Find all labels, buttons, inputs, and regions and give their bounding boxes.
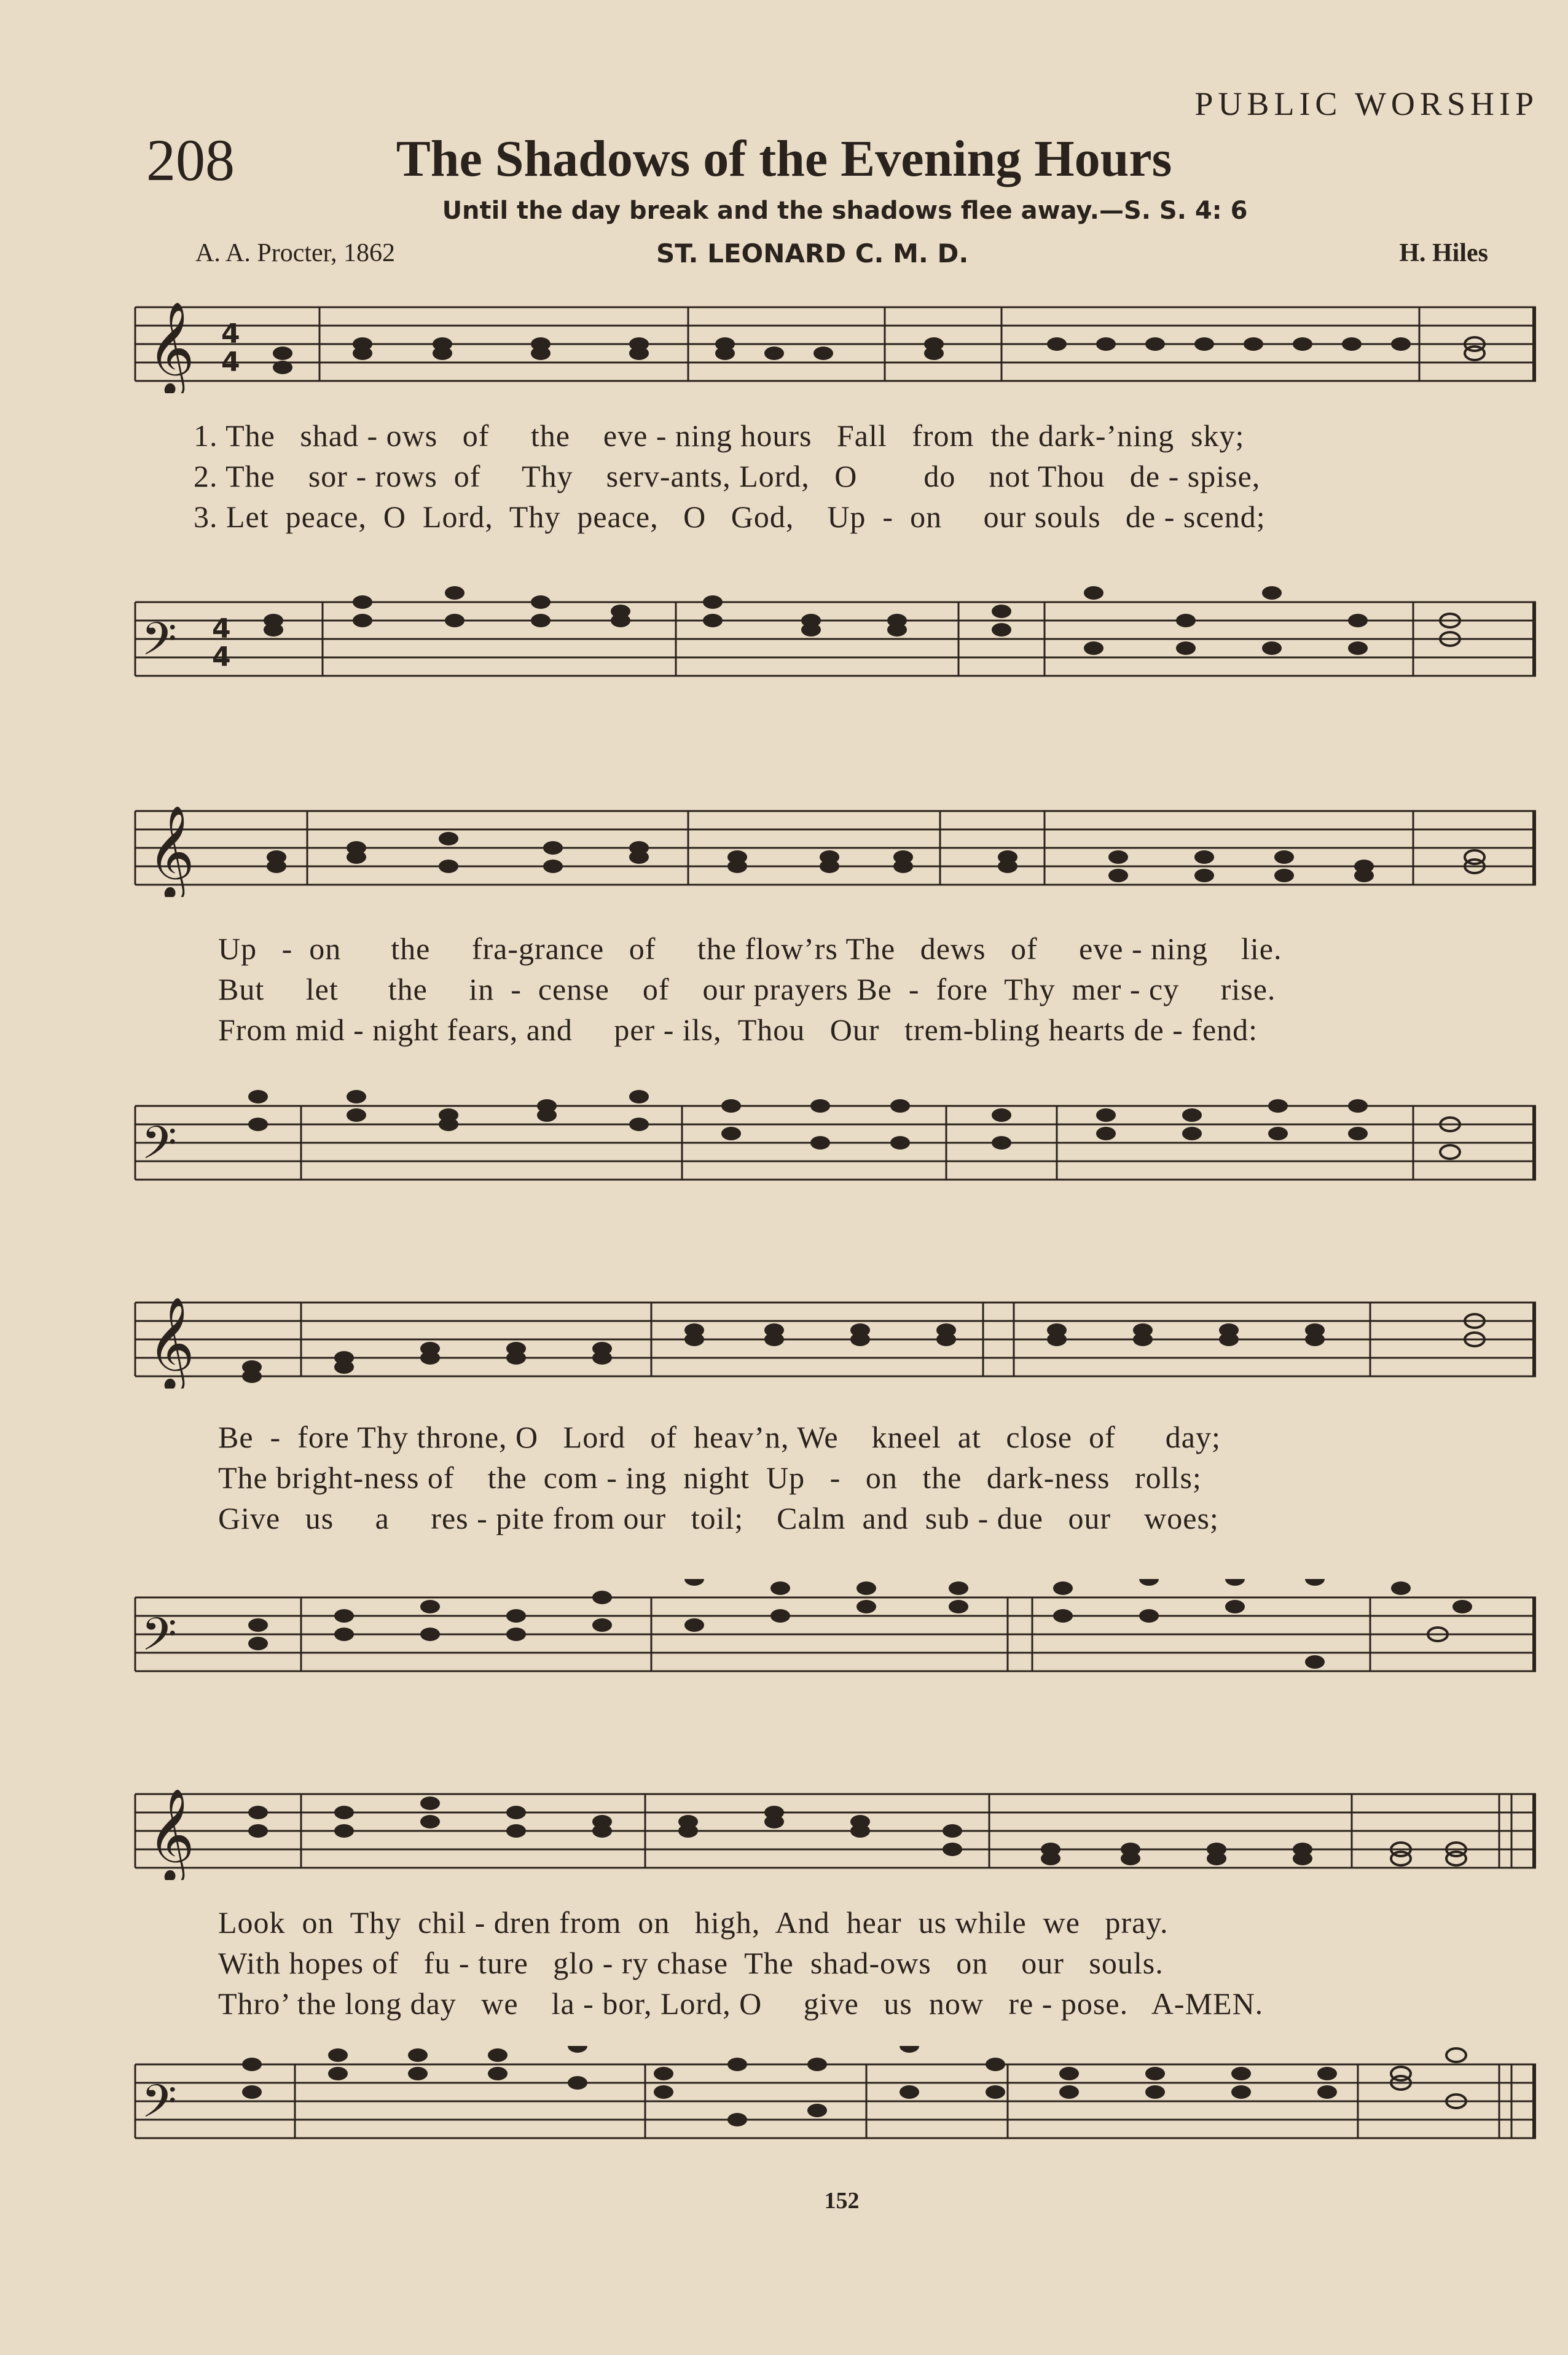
lyric-verse-3: 3. Let peace, O Lord, Thy peace, O God, Up - on our souls de - scend;: [194, 500, 1266, 534]
lyrics-block-1: [123, 418, 1536, 559]
music-system-2: [123, 799, 1536, 1217]
treble-staff: [123, 295, 1536, 393]
page-number: 152: [824, 2188, 860, 2214]
lyric-verse-1: Be - fore Thy throne, O Lord of heav’n, We kneel at close of day;: [218, 1420, 1221, 1454]
svg-text:𝄞: 𝄞: [147, 1296, 195, 1389]
bass-staff: [123, 1579, 1536, 1702]
svg-text:𝄞: 𝄞: [147, 300, 195, 393]
lyrics-block-4: [123, 1905, 1536, 2046]
svg-text:𝄞: 𝄞: [147, 1787, 195, 1880]
lyric-verse-2: With hopes of fu - ture glo - ry chase The shad-ows on our souls.: [218, 1946, 1164, 1980]
svg-text:𝄢: 𝄢: [141, 1116, 177, 1181]
music-system-4: [123, 1782, 1536, 2163]
svg-text:𝄢: 𝄢: [141, 613, 177, 677]
lyric-verse-2: The bright-ness of the com - ing night Up - on the dark-ness rolls;: [218, 1460, 1202, 1495]
lyric-verse-3: Give us a res - pite from our toil; Calm and sub - due our woes;: [218, 1501, 1219, 1535]
tune-name: ST. LEONARD C. M. D.: [656, 238, 969, 268]
svg-text:𝄢: 𝄢: [141, 2075, 177, 2139]
lyrics-block-3: [123, 1419, 1536, 1561]
svg-text:4: 4: [221, 318, 240, 350]
hymn-number: 208: [146, 127, 235, 193]
scripture-epigraph: Until the day break and the shadows flee away.—S. S. 4: 6: [442, 197, 1248, 225]
lyric-verse-2: 2. The sor - rows of Thy serv-ants, Lord, O do not Thou de - spise,: [194, 459, 1261, 493]
lyric-verse-3: Thro’ the long day we la - bor, Lord, O give us now re - pose. A-MEN.: [218, 1986, 1264, 2021]
treble-staff: [123, 799, 1536, 897]
section-heading: PUBLIC WORSHIP: [1194, 85, 1539, 122]
bass-staff: [123, 1087, 1536, 1210]
music-system-1: [123, 295, 1536, 713]
svg-text:𝄞: 𝄞: [147, 804, 195, 897]
treble-staff: [123, 1782, 1536, 1880]
lyrics-block-2: [123, 931, 1536, 1072]
bass-staff: [123, 584, 1536, 707]
svg-text:𝄢: 𝄢: [141, 1608, 177, 1672]
lyric-verse-1: Up - on the fra-grance of the flow’rs The dews of eve - ning lie.: [218, 931, 1282, 966]
svg-text:4: 4: [212, 641, 231, 673]
author-credit: A. A. Procter, 1862: [195, 239, 395, 267]
composer-credit: H. Hiles: [1399, 239, 1488, 267]
music-system-3: [123, 1290, 1536, 1708]
lyric-verse-1: 1. The shad - ows of the eve - ning hours Fall from the dark-’ning sky;: [194, 418, 1245, 453]
treble-staff: [123, 1290, 1536, 1389]
bass-staff: [123, 2046, 1536, 2163]
lyric-verse-2: But let the in - cense of our prayers Be - fore Thy mer - cy rise.: [218, 972, 1276, 1006]
hymn-title: The Shadows of the Evening Hours: [396, 130, 1172, 187]
svg-text:4: 4: [212, 613, 231, 645]
lyric-verse-3: From mid - night fears, and per - ils, Thou Our trem-bling hearts de - fend:: [218, 1013, 1258, 1047]
lyric-verse-1: Look on Thy chil - dren from on high, And hear us while we pray.: [218, 1905, 1169, 1940]
svg-text:4: 4: [221, 347, 240, 378]
